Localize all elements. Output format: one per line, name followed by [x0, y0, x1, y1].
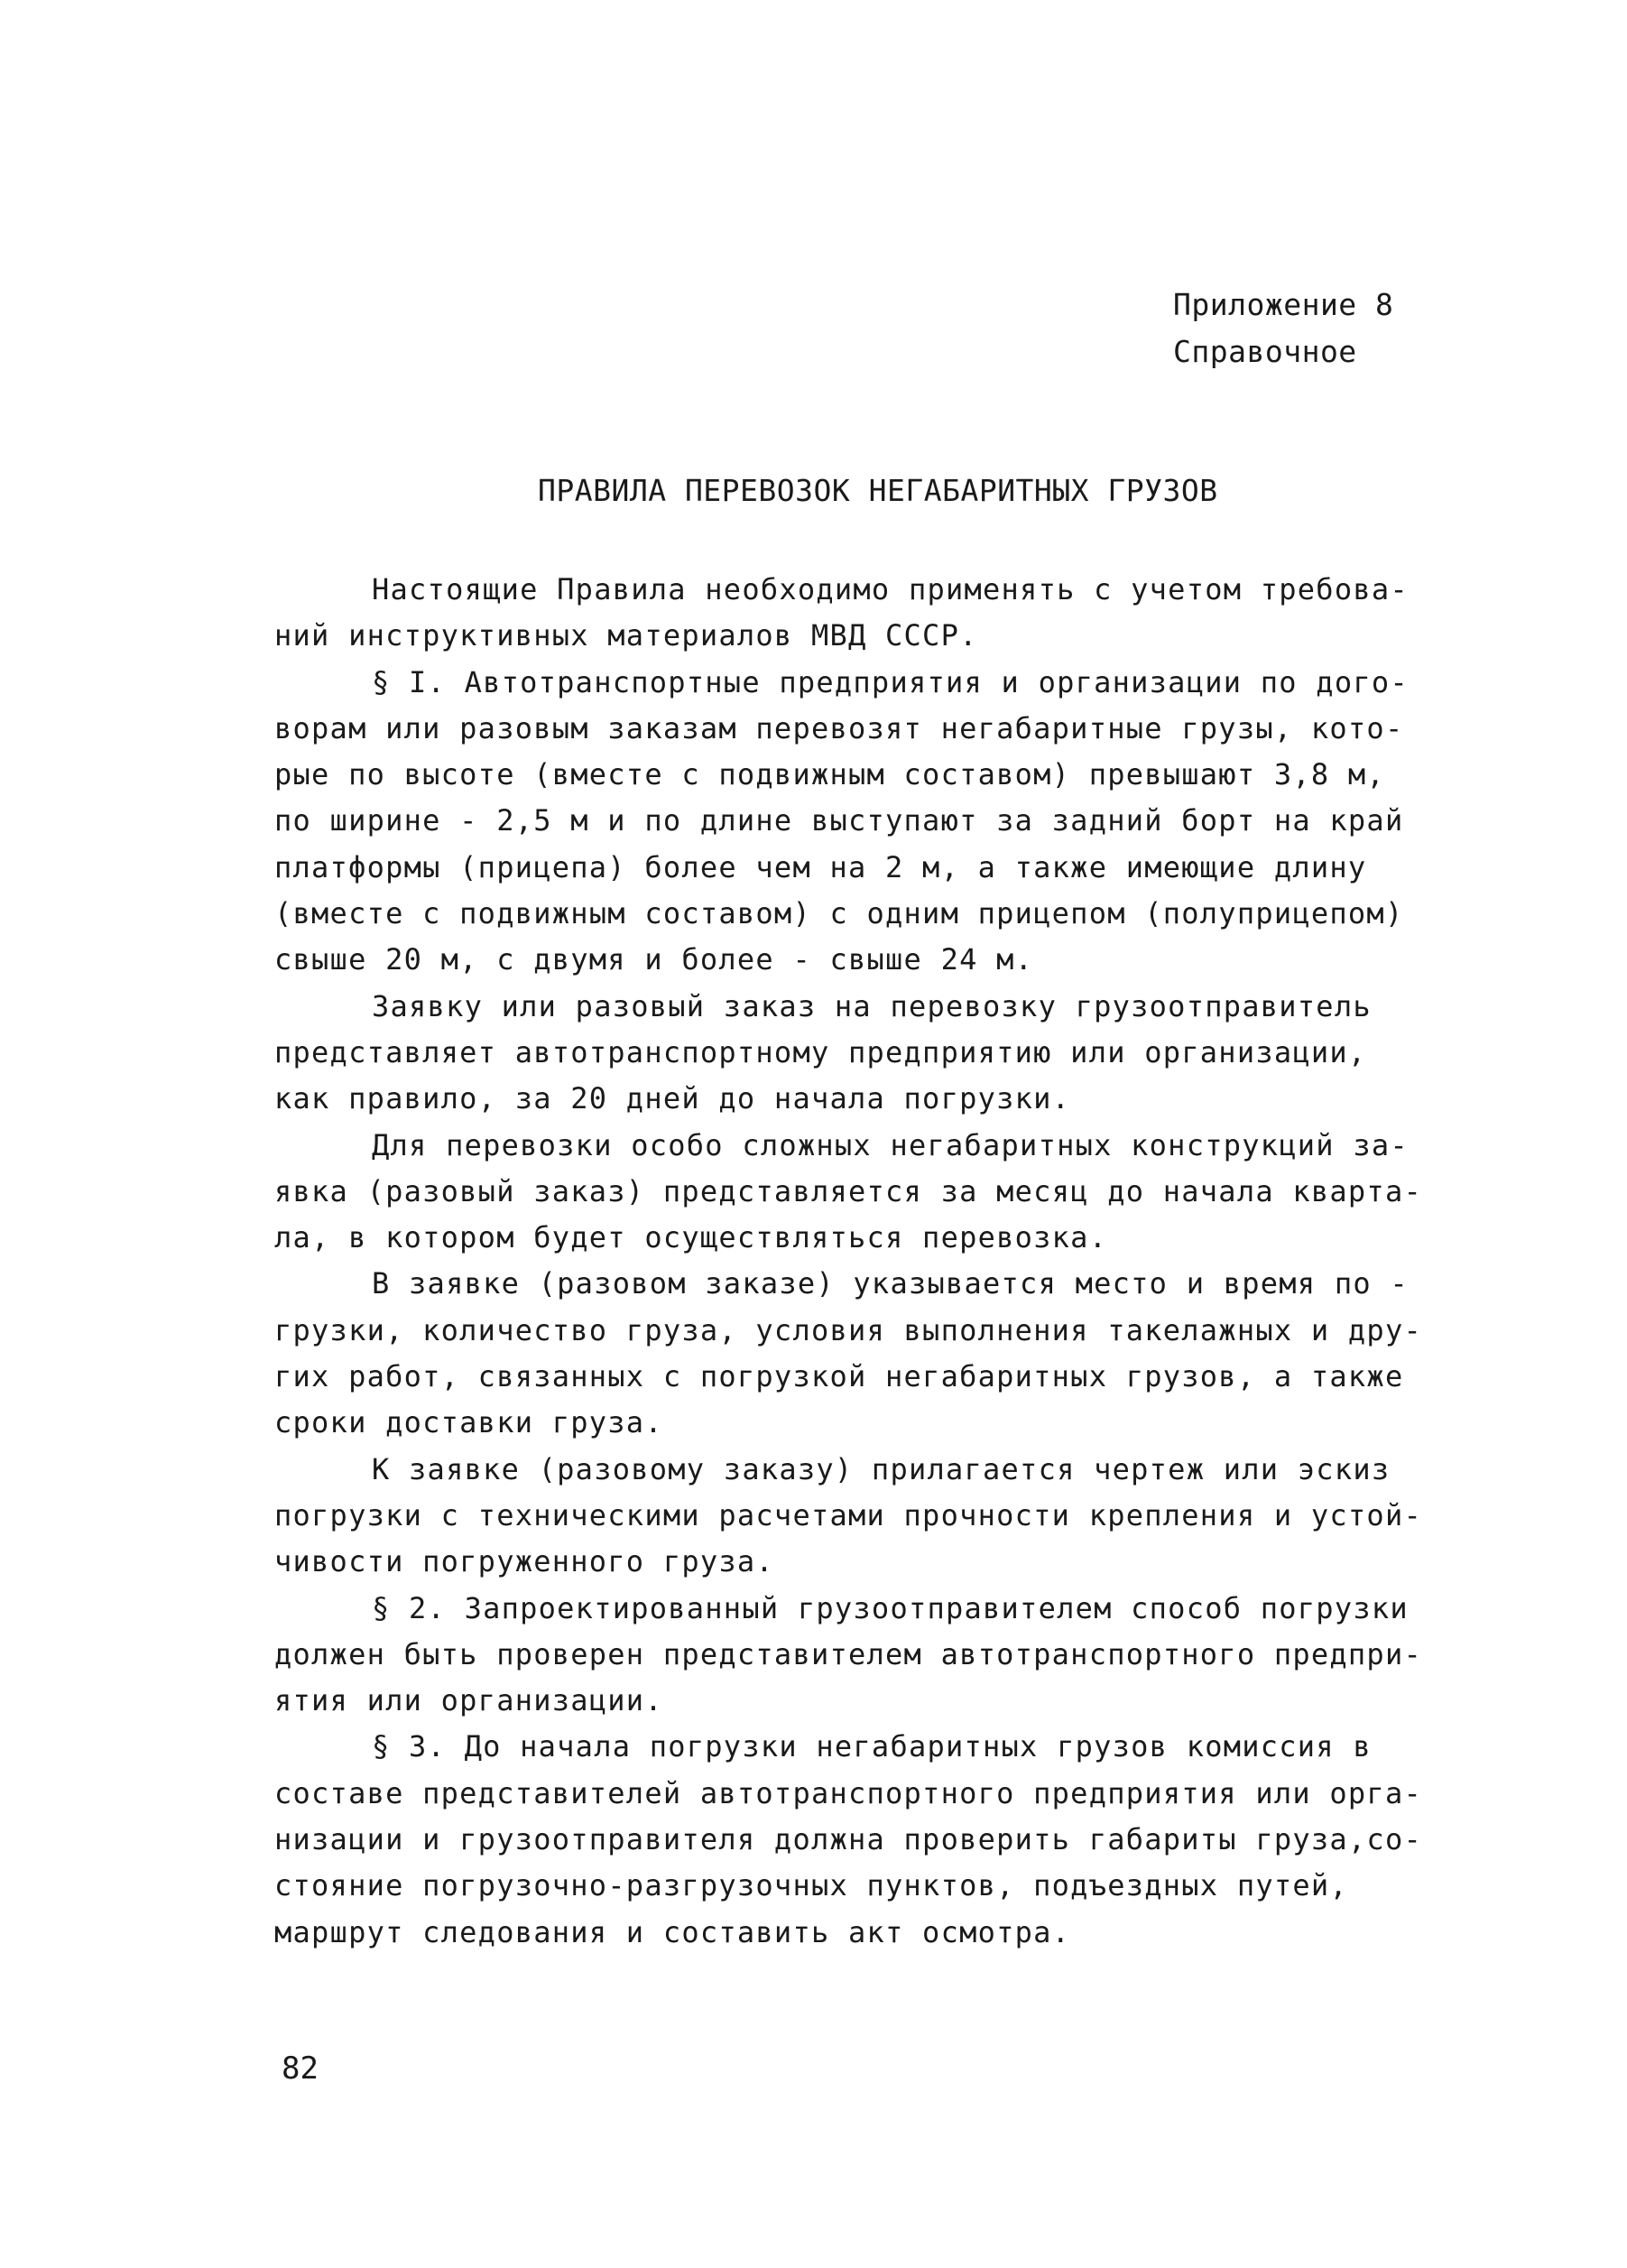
text-line: грузки, количество груза, условия выполнения такелажных и дру- — [274, 1312, 1422, 1347]
text-line: ворам или разовым заказам перевозят негабаритные грузы, кото- — [274, 710, 1404, 745]
text-line: составе представителей автотранспортного предприятия или орга- — [274, 1775, 1422, 1810]
text-line: погрузки с техническими расчетами прочности крепления и устой- — [274, 1497, 1422, 1532]
text-line: (вместе с подвижным составом) с одним прицепом (полуприцепом) — [274, 896, 1404, 931]
text-line: рые по высоте (вместе с подвижным составом) превышают 3,8 м, — [274, 757, 1385, 792]
text-line: ла, в котором будет осуществляться перевозка. — [274, 1220, 1108, 1255]
text-line: Для перевозки особо сложных негабаритных конструкций за- — [372, 1127, 1409, 1162]
appendix-type: Справочное — [1173, 334, 1357, 369]
text-line: Настоящие Правила необходимо применять с учетом требова- — [372, 572, 1409, 606]
appendix-label: Приложение 8 — [1173, 287, 1394, 322]
text-line: стояние погрузочно-разгрузочных пунктов, подъездных путей, — [274, 1868, 1348, 1903]
appendix-header — [1173, 282, 1393, 375]
text-line: по ширине - 2,5 м и по длине выступают за задний борт на край — [274, 803, 1404, 838]
text-line: низации и грузоотправителя должна проверить габариты груза,со- — [274, 1822, 1422, 1857]
text-line: платформы (прицепа) более чем на 2 м, а также имеющие длину — [274, 849, 1367, 884]
text-line: сроки доставки груза. — [274, 1405, 663, 1440]
text-line: В заявке (разовом заказе) указывается место и время по - — [372, 1266, 1409, 1301]
text-line: Заявку или разовый заказ на перевозку грузоотправитель — [372, 988, 1372, 1023]
text-line: ятия или организации. — [274, 1683, 663, 1718]
text-line: представляет автотранспортному предприятию или организации, — [274, 1034, 1367, 1069]
text-line: должен быть проверен представителем автотранспортного предпри- — [274, 1636, 1422, 1671]
text-line: ний инструктивных материалов МВД СССР. — [274, 618, 978, 653]
text-line: свыше 20 м, с двумя и более - свыше 24 м. — [274, 942, 1034, 977]
page-number: 82 — [282, 2050, 319, 2087]
text-line: как правило, за 20 дней до начала погрузки. — [274, 1081, 1071, 1116]
document-title: ПРАВИЛА ПЕРЕВОЗОК НЕГАБАРИТНЫХ ГРУЗОВ — [538, 473, 1218, 508]
body-text — [274, 567, 1438, 1956]
text-line: К заявке (разовому заказу) прилагается чертеж или эскиз — [372, 1451, 1391, 1486]
text-line: § I. Автотранспортные предприятия и организации по дого- — [372, 664, 1409, 699]
text-line: явка (разовый заказ) представляется за месяц до начала кварта- — [274, 1173, 1422, 1208]
text-line: § 2. Запроектированный грузоотправителем способ погрузки — [372, 1590, 1409, 1625]
text-line: чивости погруженного груза. — [274, 1544, 774, 1579]
text-line: маршрут следования и составить акт осмотра. — [274, 1914, 1071, 1949]
text-line: гих работ, связанных с погрузкой негабаритных грузов, а также — [274, 1359, 1404, 1394]
text-line: § 3. До начала погрузки негабаритных грузов комиссия в — [372, 1729, 1372, 1764]
